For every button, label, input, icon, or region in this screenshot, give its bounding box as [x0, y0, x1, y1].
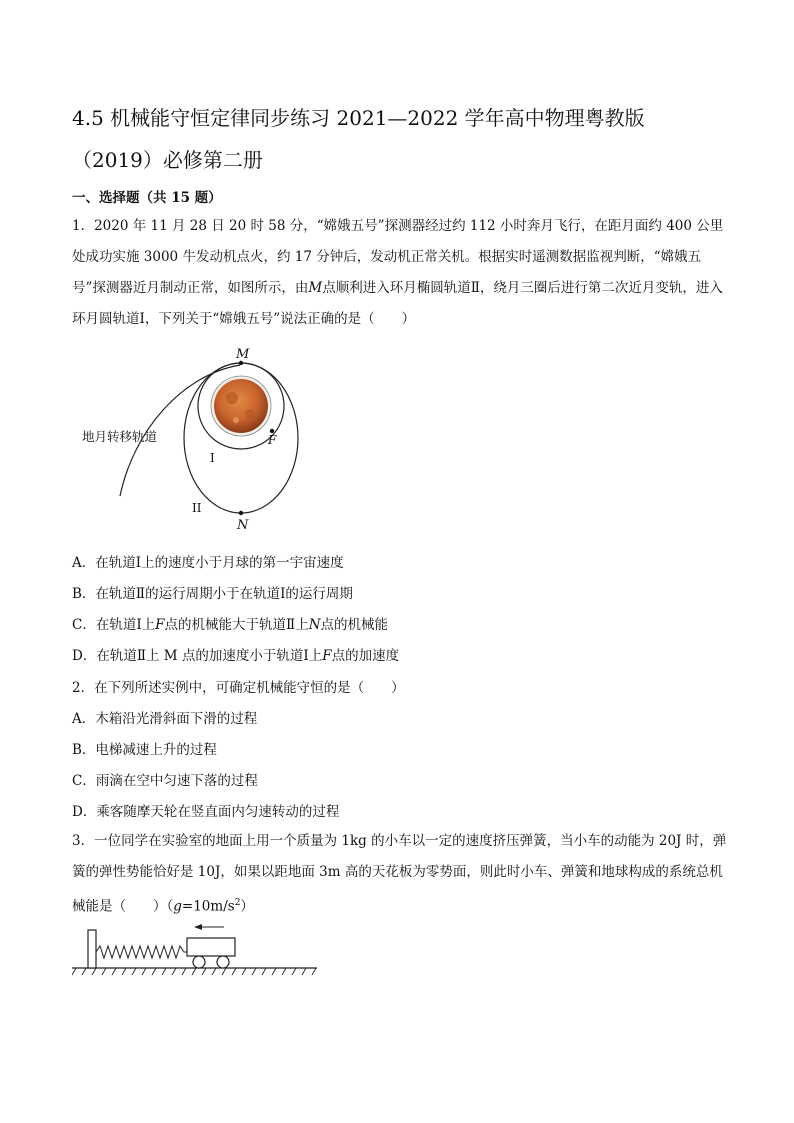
q1-option-b: B．在轨道Ⅱ的运行周期小于在轨道Ⅰ的运行周期 [72, 586, 353, 602]
q1-option-c: C．在轨道Ⅰ上F点的机械能大于轨道Ⅱ上N点的机械能 [72, 617, 389, 633]
q1-stem-part-b: 点顺利进入环月椭圆轨道Ⅱ，绕月三圈后进行第二次近月变轨，进入环月圆轨道Ⅰ，下列关于“嫦娥五号”说法正确的是（ ） [72, 280, 723, 327]
label-point-n: N [237, 518, 249, 533]
label-transfer-orbit: 地月转移轨道 [82, 429, 158, 444]
q1-stem-point-m: M [308, 280, 323, 296]
question-1-stem [72, 211, 727, 335]
point-n-marker [239, 511, 243, 515]
label-orbit-ii: II [192, 501, 202, 515]
section-heading: 一、选择题（共 15 题） [72, 190, 222, 206]
spring-cart-diagram [72, 920, 322, 980]
label-orbit-i: I [210, 451, 215, 465]
wall-block [88, 930, 96, 968]
q1-option-d: D．在轨道Ⅱ上 M 点的加速度小于轨道Ⅰ上F点的加速度 [72, 648, 400, 664]
question-3-stem: 3．一位同学在实验室的地面上用一个质量为 1kg 的小车以一定的速度挤压弹簧，当小车的动能为 20J 时，弹簧的弹性势能恰好是 10J，如果以距地面 3m 高的天花板为零势面，则此时小车、弹簧和地球构成的系统总机械能是（ ）$(g=10m/s^2)$ [72, 833, 727, 915]
document-title-line-1: 4.5 机械能守恒定律同步练习 2021—2022 学年高中物理粤教版 [72, 106, 645, 130]
moon-surface [214, 379, 268, 433]
orbit-diagram [72, 340, 322, 540]
cart-body [187, 938, 235, 956]
q2-option-b: B．电梯减速上升的过程 [72, 742, 217, 758]
label-point-m: M [236, 347, 250, 362]
arrow-head [194, 924, 202, 930]
question-2-stem: 2．在下列所述实例中，可确定机械能守恒的是（ ） [72, 680, 405, 696]
spring [96, 946, 187, 958]
q1-stem-part-a: 1．2020 年 11 月 28 日 20 时 58 分，“嫦娥五号”探测器经过约 112 小时奔月飞行，在距月面约 400 公里处成功实施 3000 牛发动机点火，约 17 分钟后，发动机正常关机。根据实时遥测数据监视判断，“嫦娥五号”探测器近月制动正常，如图所示，由 [72, 218, 724, 296]
label-point-f: F [268, 433, 277, 447]
q2-option-d: D．乘客随摩天轮在竖直面内匀速转动的过程 [72, 804, 340, 820]
q1-option-a: A．在轨道Ⅰ上的速度小于月球的第一宇宙速度 [72, 555, 344, 571]
q2-option-a: A．木箱沿光滑斜面下滑的过程 [72, 711, 258, 727]
cart-wheel-right [217, 956, 229, 968]
cart-wheel-left [193, 956, 205, 968]
q2-option-c: C．雨滴在空中匀速下落的过程 [72, 773, 258, 789]
document-title-line-2: （2019）必修第二册 [72, 148, 263, 172]
